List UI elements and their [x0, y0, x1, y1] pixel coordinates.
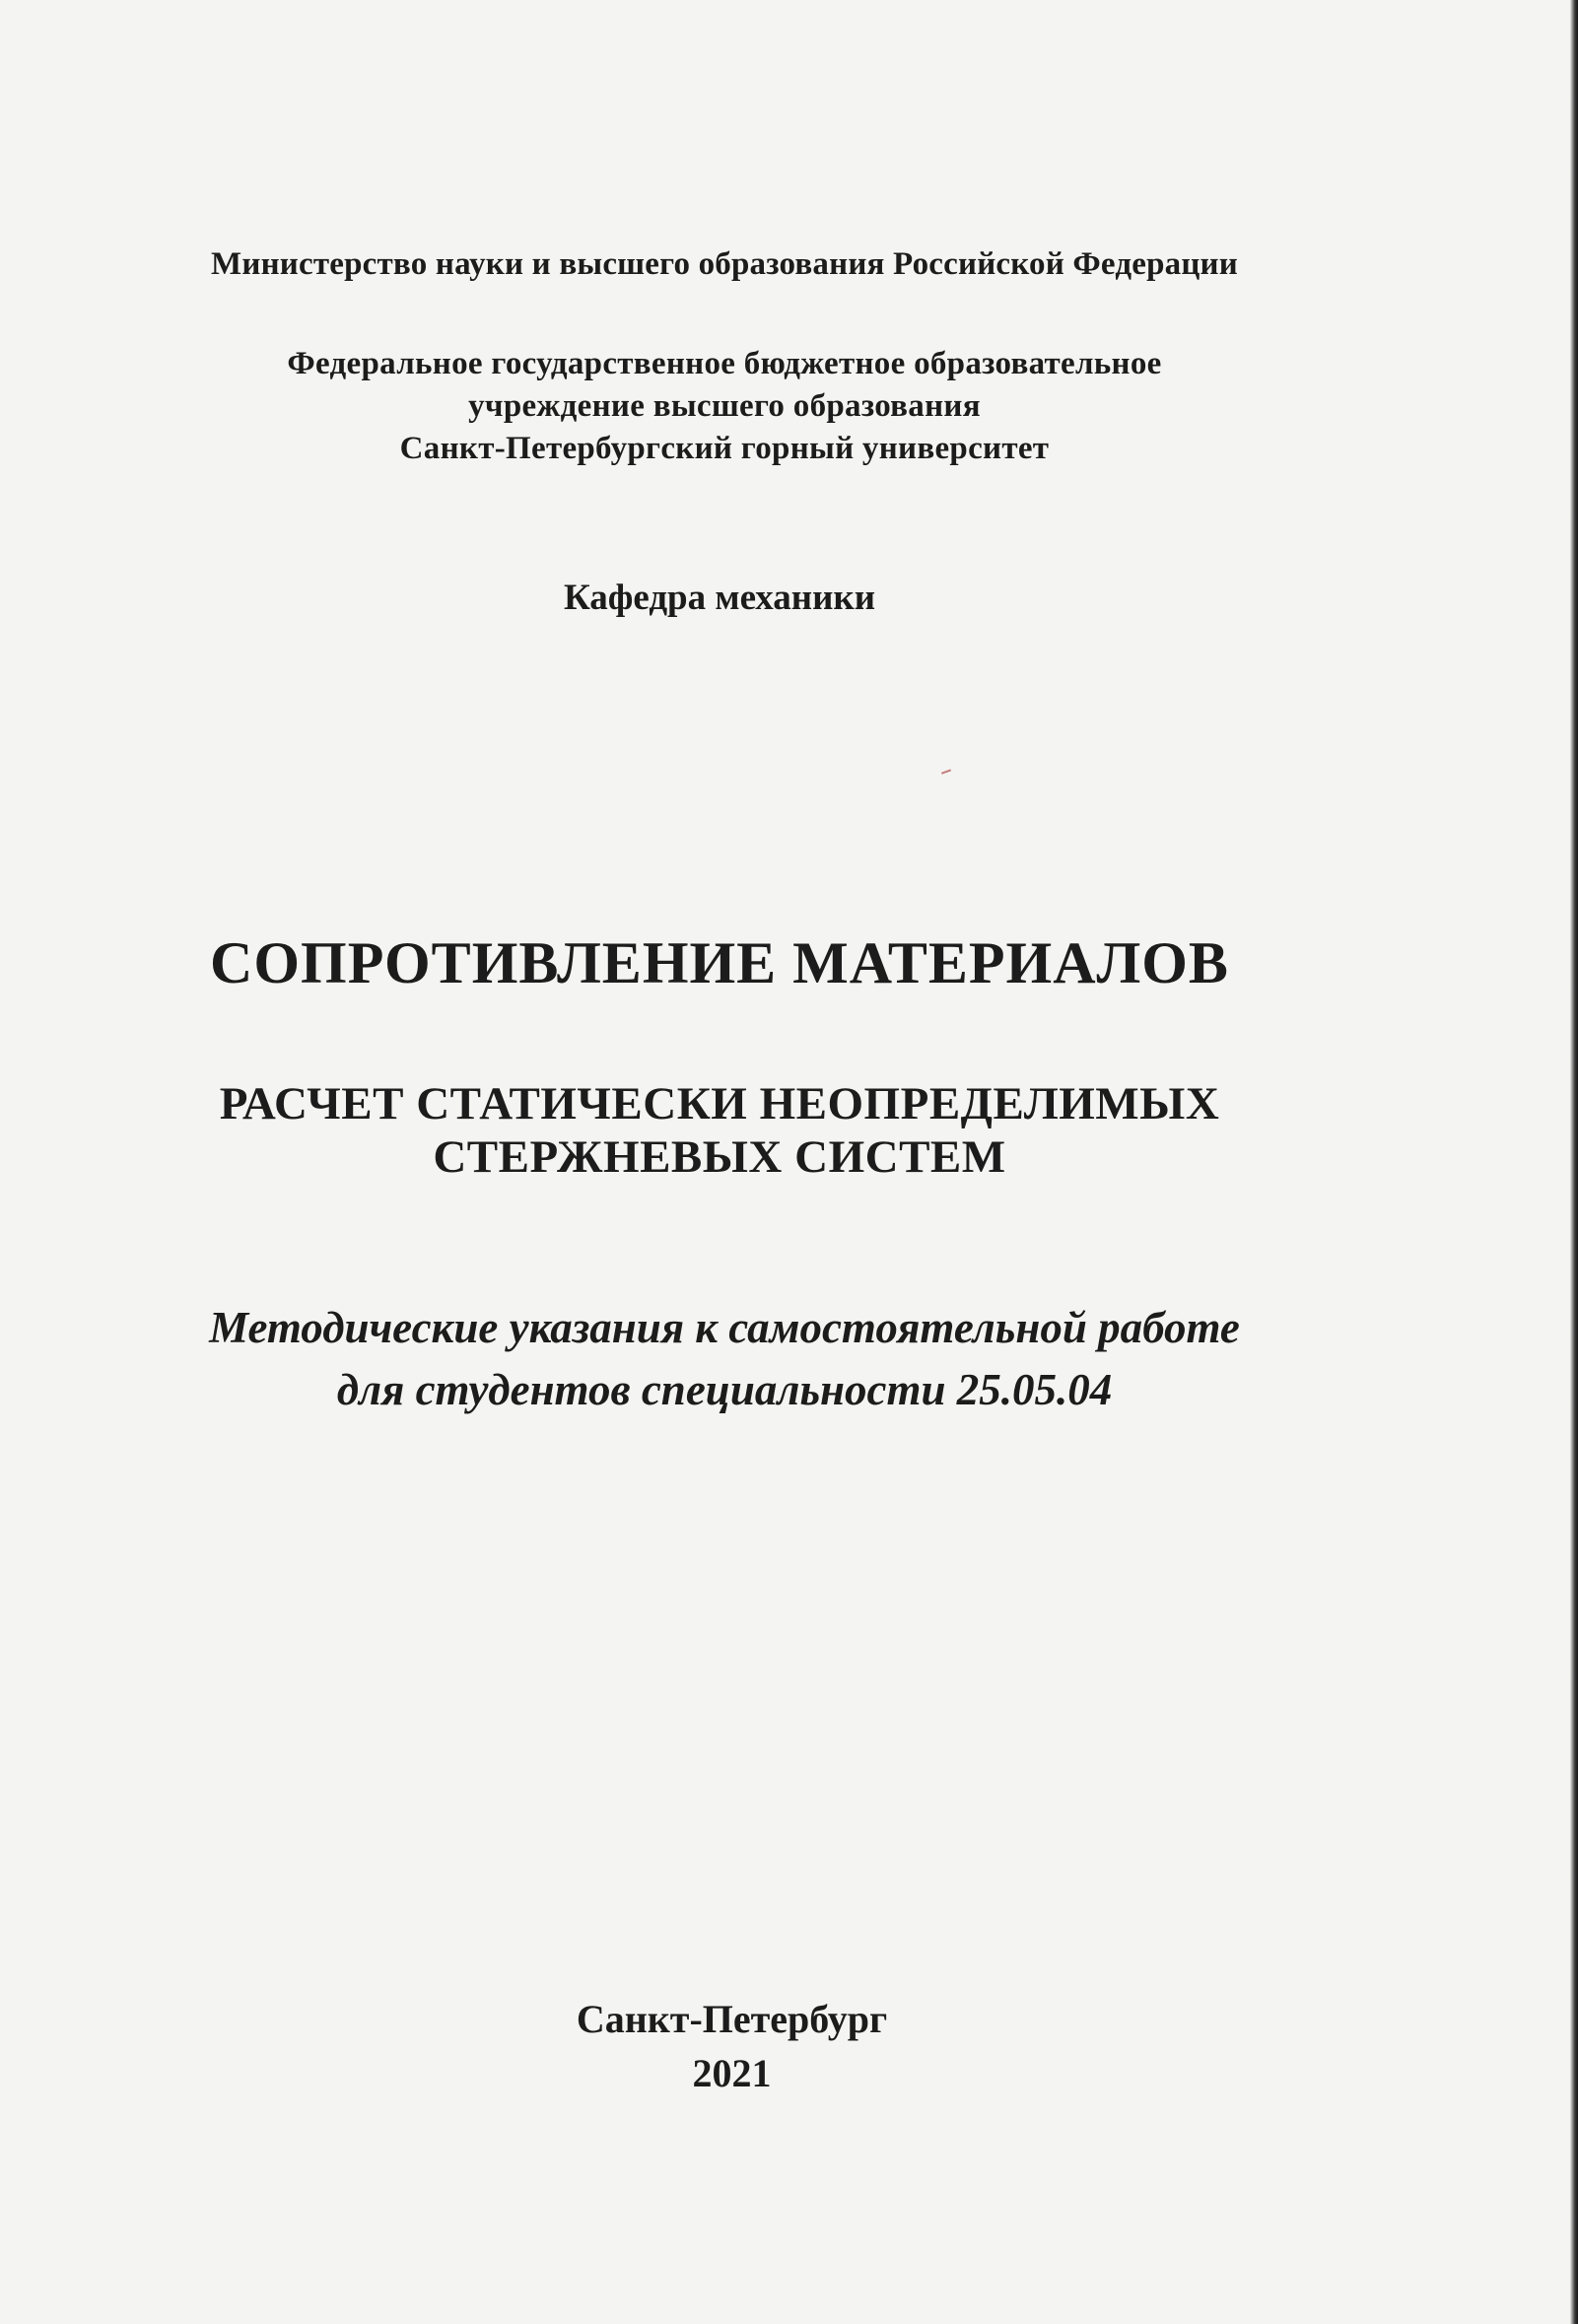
scan-speck	[941, 769, 951, 774]
department-name: Кафедра механики	[563, 578, 876, 618]
institution-line-2: учреждение высшего образования	[468, 388, 981, 424]
document-subtitle-line-1: РАСЧЕТ СТАТИЧЕСКИ НЕОПРЕДЕЛИМЫХ	[219, 1078, 1220, 1129]
ministry-name: Министерство науки и высшего образования Российской Федерации	[211, 246, 1238, 282]
institution-line-1: Федеральное государственное бюджетное образовательное	[287, 346, 1162, 381]
description-line-1: Методические указания к самостоятельной работе	[209, 1303, 1240, 1352]
institution-line-3: Санкт-Петербургский горный университет	[399, 431, 1050, 466]
scan-edge	[1570, 0, 1578, 2324]
document-subtitle-line-2: СТЕРЖНЕВЫХ СИСТЕМ	[433, 1131, 1006, 1183]
document-title: СОПРОТИВЛЕНИЕ МАТЕРИАЛОВ	[210, 930, 1229, 995]
publication-year: 2021	[692, 2051, 772, 2095]
publication-city: Санкт-Петербург	[576, 1997, 888, 2041]
description-line-2: для студентов специальности 25.05.04	[336, 1365, 1113, 1414]
